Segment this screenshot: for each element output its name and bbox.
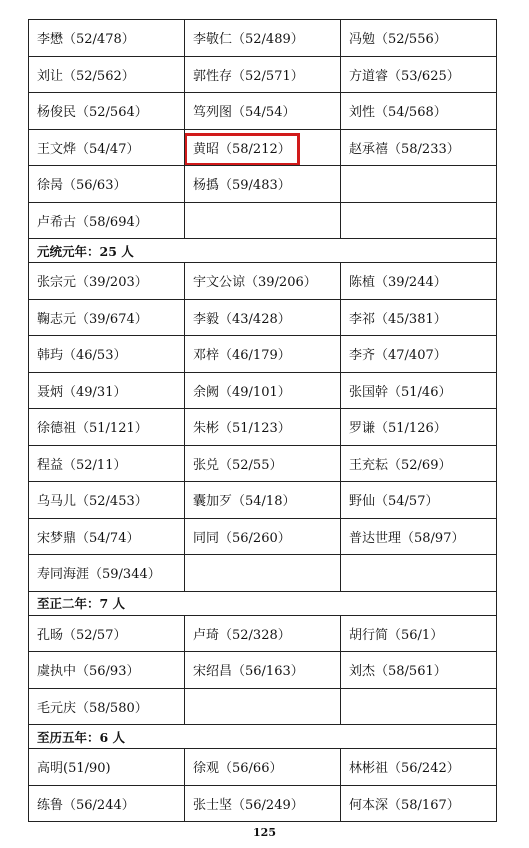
page-number: 125	[253, 826, 276, 839]
table-row	[29, 263, 497, 300]
table-cell	[29, 93, 185, 130]
table-cell	[29, 336, 185, 373]
name-entry: 野仙（54/57）	[349, 494, 439, 510]
table-cell	[29, 688, 185, 725]
name-entry: 囊加歹（54/18）	[193, 494, 296, 510]
highlighted-name: 黄昭（58/212）	[193, 141, 291, 157]
table-cell	[341, 263, 497, 300]
name-entry: 冯勉（52/556）	[349, 32, 447, 48]
name-entry: 毛元庆（58/580）	[37, 700, 148, 716]
name-entry: 杨撝（59/483）	[193, 178, 291, 194]
table-cell	[29, 615, 185, 652]
table-cell	[29, 555, 185, 592]
table-cell	[341, 445, 497, 482]
table-cell	[185, 56, 341, 93]
table-cell	[341, 20, 497, 57]
name-entry: 王充耘（52/69）	[349, 457, 452, 473]
name-entry: 乌马儿（52/453）	[37, 494, 148, 510]
table-cell	[29, 202, 185, 239]
name-entry: 李懋（52/478）	[37, 32, 135, 48]
table-cell	[29, 749, 185, 786]
name-entry: 宇文公谅（39/206）	[193, 275, 317, 291]
table-row	[29, 129, 497, 166]
table-cell	[185, 336, 341, 373]
name-entry: 李齐（47/407）	[349, 348, 447, 364]
section-header-row	[29, 591, 497, 615]
name-entry: 练鲁（56/244）	[37, 797, 135, 813]
table-cell	[185, 749, 341, 786]
section-header: 至历五年：6 人	[29, 725, 497, 749]
table-cell	[185, 518, 341, 555]
table-cell	[185, 202, 341, 239]
table-cell	[185, 299, 341, 336]
table-cell	[341, 299, 497, 336]
section-header-row	[29, 239, 497, 263]
name-entry: 罗谦（51/126）	[349, 421, 447, 437]
table-row	[29, 372, 497, 409]
table-cell	[29, 652, 185, 689]
table-row	[29, 336, 497, 373]
table-cell	[185, 615, 341, 652]
table-cell	[29, 409, 185, 446]
name-entry: 虞执中（56/93）	[37, 664, 140, 680]
table-cell	[29, 372, 185, 409]
name-entry: 徐德祖（51/121）	[37, 421, 148, 437]
name-entry: 陈植（39/244）	[349, 275, 447, 291]
table-cell	[341, 555, 497, 592]
table-cell	[341, 372, 497, 409]
table-cell	[341, 202, 497, 239]
table-cell	[185, 555, 341, 592]
table-cell	[341, 409, 497, 446]
name-entry: 韩玙（46/53）	[37, 348, 127, 364]
table-cell	[341, 56, 497, 93]
name-entry: 邓梓（46/179）	[193, 348, 291, 364]
table-row	[29, 93, 497, 130]
name-entry: 寿同海涯（59/344）	[37, 567, 161, 583]
table-cell	[341, 482, 497, 519]
table-cell	[341, 93, 497, 130]
table-cell	[341, 749, 497, 786]
name-entry: 何本深（58/167）	[349, 797, 460, 813]
table-cell	[185, 20, 341, 57]
table-row	[29, 688, 497, 725]
table-cell	[185, 263, 341, 300]
name-entry: 郭性存（52/571）	[193, 68, 304, 84]
table-cell	[185, 166, 341, 203]
section-header-row	[29, 725, 497, 749]
table-cell	[341, 166, 497, 203]
name-entry: 赵承禧（58/233）	[349, 141, 460, 157]
name-entry: 卢琦（52/328）	[193, 627, 291, 643]
name-entry: 高明(51/90)	[37, 761, 111, 777]
name-entry: 林彬祖（56/242）	[349, 761, 460, 777]
name-entry: 张士坚（56/249）	[193, 797, 304, 813]
table-row	[29, 166, 497, 203]
name-entry: 杨俊民（52/564）	[37, 105, 148, 121]
table-cell	[185, 652, 341, 689]
name-entry: 胡行简（56/1）	[349, 627, 444, 643]
table-cell	[341, 652, 497, 689]
table-row	[29, 56, 497, 93]
name-entry: 刘性（54/568）	[349, 105, 447, 121]
table-cell	[29, 482, 185, 519]
name-entry: 鞠志元（39/674）	[37, 311, 148, 327]
name-entry: 程益（52/11）	[37, 457, 127, 473]
name-entry: 聂炳（49/31）	[37, 384, 127, 400]
table-cell	[29, 518, 185, 555]
table-cell	[185, 445, 341, 482]
table-row	[29, 299, 497, 336]
table-row	[29, 482, 497, 519]
name-entry: 普达世理（58/97）	[349, 530, 465, 546]
table-row	[29, 518, 497, 555]
name-entry: 笃列图（54/54）	[193, 105, 296, 121]
name-entry: 余阙（49/101）	[193, 384, 291, 400]
name-entry: 张国幹（51/46）	[349, 384, 452, 400]
name-entry: 卢希古（58/694）	[37, 214, 148, 230]
table-row	[29, 409, 497, 446]
table-cell	[29, 166, 185, 203]
name-entry: 朱彬（51/123）	[193, 421, 291, 437]
table-cell	[341, 336, 497, 373]
table-cell	[185, 93, 341, 130]
table-cell	[185, 372, 341, 409]
table-cell	[29, 785, 185, 822]
table-cell	[341, 785, 497, 822]
table-cell	[341, 518, 497, 555]
name-entry: 张兑（52/55）	[193, 457, 283, 473]
table-row	[29, 445, 497, 482]
table-cell	[29, 445, 185, 482]
table-cell	[341, 615, 497, 652]
name-entry: 王文烨（54/47）	[37, 141, 140, 157]
table-cell	[185, 688, 341, 725]
table-cell	[29, 299, 185, 336]
table-cell	[185, 785, 341, 822]
table-cell	[29, 129, 185, 166]
table-cell	[185, 482, 341, 519]
table-row	[29, 615, 497, 652]
name-entry: 李敬仁（52/489）	[193, 32, 304, 48]
table-cell	[341, 129, 497, 166]
table-cell	[29, 56, 185, 93]
table-row	[29, 555, 497, 592]
table-row	[29, 20, 497, 57]
name-entry: 刘让（52/562）	[37, 68, 135, 84]
name-entry: 刘杰（58/561）	[349, 664, 447, 680]
section-header: 至正二年：7 人	[29, 591, 497, 615]
name-entry: 徐观（56/66）	[193, 761, 283, 777]
name-entry: 徐昺（56/63）	[37, 178, 127, 194]
name-entry: 李祁（45/381）	[349, 311, 447, 327]
name-entry: 宋梦鼎（54/74）	[37, 530, 140, 546]
name-entry: 李毅（43/428）	[193, 311, 291, 327]
table-row	[29, 202, 497, 239]
name-entry: 同同（56/260）	[193, 530, 291, 546]
names-table	[28, 19, 497, 822]
name-entry: 方道睿（53/625）	[349, 68, 460, 84]
name-entry: 宋绍昌（56/163）	[193, 664, 304, 680]
table-cell	[185, 409, 341, 446]
section-header: 元统元年：25 人	[29, 239, 497, 263]
name-entry: 孔旸（52/57）	[37, 627, 127, 643]
table-row	[29, 749, 497, 786]
table-row	[29, 652, 497, 689]
table-cell	[29, 20, 185, 57]
table-cell	[185, 129, 341, 166]
table-cell	[341, 688, 497, 725]
table-row	[29, 785, 497, 822]
name-entry: 张宗元（39/203）	[37, 275, 148, 291]
table-cell	[29, 263, 185, 300]
